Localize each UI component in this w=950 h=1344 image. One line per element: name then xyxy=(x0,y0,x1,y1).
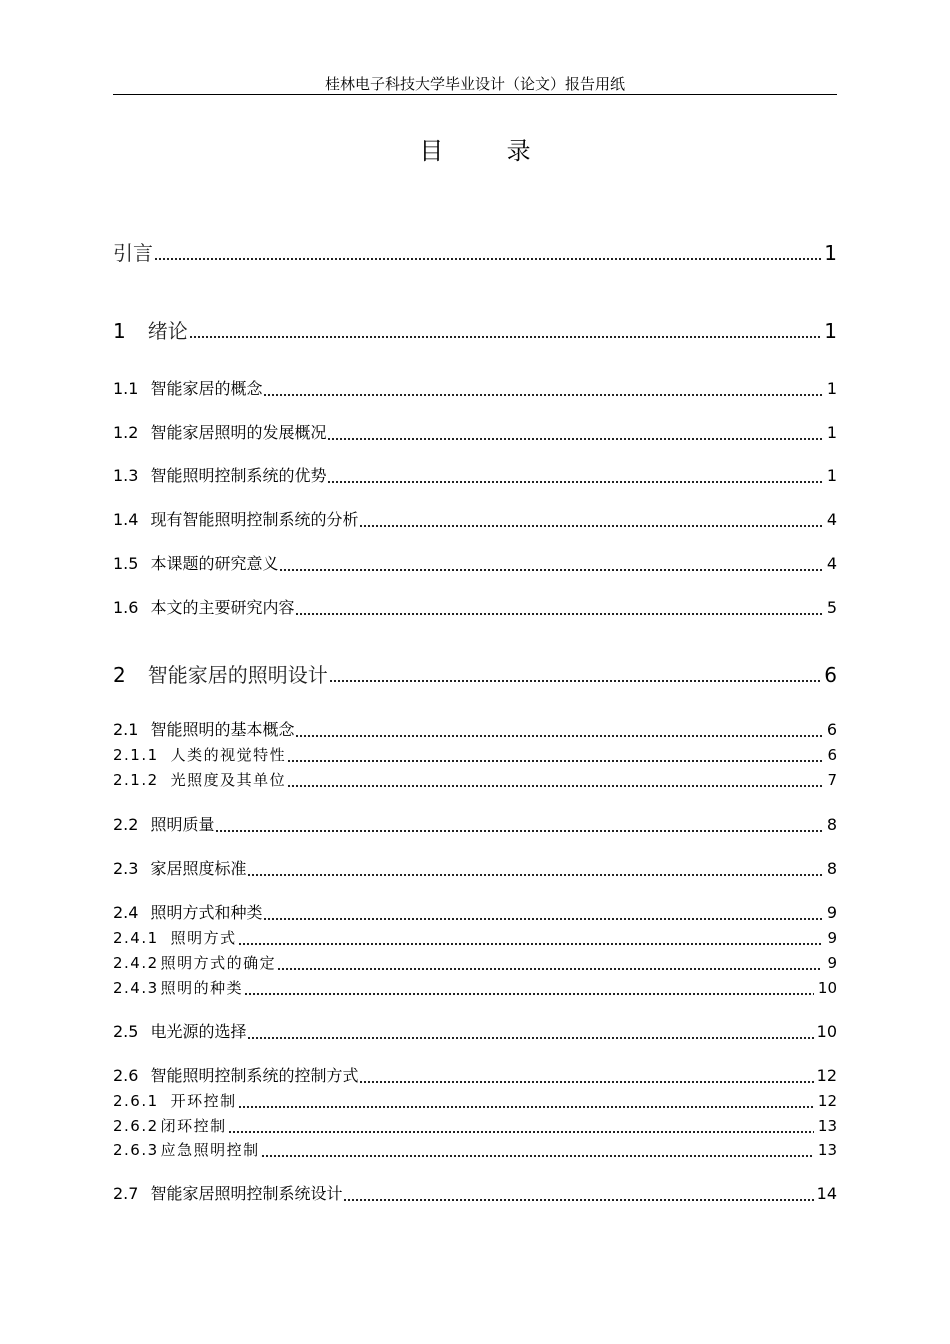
toc-entry-number: 1 xyxy=(113,319,126,343)
toc-entry-2-6[interactable] xyxy=(113,1063,837,1089)
toc-title-char-1: 目 xyxy=(419,137,444,165)
toc-entry-number: 1.6 xyxy=(113,598,139,617)
toc-entry-label: 智能家居的概念 xyxy=(150,379,263,398)
toc-entry-1-2[interactable] xyxy=(113,420,837,446)
toc-page-number: 1 xyxy=(824,319,837,343)
toc-entry-label: 家居照度标准 xyxy=(150,859,247,878)
dot-leader xyxy=(228,1113,814,1139)
toc-entry-2-7[interactable] xyxy=(113,1181,837,1207)
toc-entry-label: 照明方式和种类 xyxy=(150,903,263,922)
toc-page-number: 5 xyxy=(826,598,837,617)
toc-page-number: 1 xyxy=(824,241,837,265)
dot-leader xyxy=(327,420,822,446)
toc-entry-number: 2.1 xyxy=(113,720,139,739)
toc-entry-1-5[interactable] xyxy=(113,551,837,577)
toc-entry-number: 2.2 xyxy=(113,815,139,834)
dot-leader xyxy=(279,551,822,577)
toc-entry-2-3[interactable] xyxy=(113,856,837,882)
toc-entry-label: 绪论 xyxy=(147,319,188,343)
dot-leader xyxy=(343,1181,814,1207)
toc-entry-2-6-2[interactable] xyxy=(113,1113,837,1139)
toc-entry-label: 照明方式 xyxy=(170,929,237,947)
toc-title-char-2: 录 xyxy=(506,137,531,165)
toc-entry-preface[interactable] xyxy=(113,240,837,266)
toc-page-number: 12 xyxy=(817,1092,837,1110)
toc-entry-label: 智能家居照明控制系统设计 xyxy=(150,1184,343,1203)
toc-page-number: 12 xyxy=(816,1066,837,1085)
dot-leader xyxy=(327,463,822,489)
dot-leader xyxy=(359,1063,814,1089)
toc-page-number: 1 xyxy=(826,466,837,485)
toc-page-number: 8 xyxy=(826,859,837,878)
toc-entry-number: 2 xyxy=(113,663,126,687)
toc-page-number: 9 xyxy=(827,929,837,947)
toc-entry-label: 应急照明控制 xyxy=(160,1141,260,1159)
toc-entry-label: 引言 xyxy=(113,241,153,265)
toc-entry-1-6[interactable] xyxy=(113,595,837,621)
toc-entry-number: 2.3 xyxy=(113,859,139,878)
toc-entry-number: 2.4.1 xyxy=(113,929,159,947)
toc-page-number: 13 xyxy=(817,1117,837,1135)
toc-page-number: 9 xyxy=(827,954,837,972)
toc-entry-label: 现有智能照明控制系统的分析 xyxy=(150,510,359,529)
toc-entry-2-5[interactable] xyxy=(113,1019,837,1045)
dot-leader xyxy=(263,376,822,402)
toc-entry-2-6-1[interactable] xyxy=(113,1088,837,1114)
toc-entry-number: 1.3 xyxy=(113,466,139,485)
dot-leader xyxy=(247,856,822,882)
toc-page-number: 9 xyxy=(826,903,837,922)
toc-page-number: 10 xyxy=(816,1022,837,1041)
dot-leader xyxy=(359,507,822,533)
toc-entry-2-4[interactable] xyxy=(113,900,837,926)
toc-entry-2-4-1[interactable] xyxy=(113,925,837,951)
toc-entry-label: 开环控制 xyxy=(170,1092,237,1110)
toc-page-number: 6 xyxy=(827,746,837,764)
dot-leader xyxy=(154,240,822,266)
toc-page-number: 4 xyxy=(826,510,837,529)
toc-entry-number: 2.4.2 xyxy=(113,954,159,972)
toc-entry-1-1[interactable] xyxy=(113,376,837,402)
toc-entry-number: 2.5 xyxy=(113,1022,139,1041)
page-header: 桂林电子科技大学毕业设计（论文）报告用纸 xyxy=(324,75,625,93)
dot-leader xyxy=(263,900,822,926)
toc-entry-number: 2.6 xyxy=(113,1066,139,1085)
toc-entry-number: 1.1 xyxy=(113,379,139,398)
toc-entry-number: 2.7 xyxy=(113,1184,139,1203)
toc-entry-label: 智能照明控制系统的控制方式 xyxy=(150,1066,359,1085)
toc-entry-2-1[interactable] xyxy=(113,717,837,743)
toc-entry-2-1-1[interactable] xyxy=(113,742,837,768)
toc-entry-number: 2.4 xyxy=(113,903,139,922)
toc-entry-chapter-1[interactable] xyxy=(113,318,837,344)
toc-entry-number: 2.1.2 xyxy=(113,771,159,789)
dot-leader xyxy=(261,1137,814,1163)
toc-page-number: 1 xyxy=(826,379,837,398)
toc-entry-number: 1.5 xyxy=(113,554,139,573)
dot-leader xyxy=(287,742,822,768)
dot-leader xyxy=(238,925,822,951)
toc-entry-label: 电光源的选择 xyxy=(150,1022,247,1041)
toc-entry-number: 2.6.2 xyxy=(113,1117,159,1135)
dot-leader xyxy=(238,1088,814,1114)
toc-entry-1-4[interactable] xyxy=(113,507,837,533)
toc-page-number: 8 xyxy=(826,815,837,834)
toc-page-number: 1 xyxy=(826,423,837,442)
toc-entry-number: 2.4.3 xyxy=(113,979,159,997)
dot-leader xyxy=(295,595,822,621)
toc-page-number: 6 xyxy=(824,663,837,687)
dot-leader xyxy=(277,950,822,976)
toc-entry-number: 2.6.1 xyxy=(113,1092,159,1110)
toc-entry-label: 照明质量 xyxy=(150,815,215,834)
toc-entry-1-3[interactable] xyxy=(113,463,837,489)
toc-entry-label: 闭环控制 xyxy=(160,1117,227,1135)
toc-entry-label: 本文的主要研究内容 xyxy=(150,598,295,617)
toc-page-number: 14 xyxy=(816,1184,837,1203)
dot-leader xyxy=(244,975,814,1001)
toc-entry-label: 人类的视觉特性 xyxy=(170,746,287,764)
dot-leader xyxy=(189,318,822,344)
dot-leader xyxy=(215,812,822,838)
toc-entry-2-1-2[interactable] xyxy=(113,767,837,793)
toc-entry-label: 照明方式的确定 xyxy=(160,954,277,972)
toc-entry-2-6-3[interactable] xyxy=(113,1137,837,1163)
toc-page-number: 6 xyxy=(826,720,837,739)
dot-leader xyxy=(329,662,822,688)
toc-page-number: 7 xyxy=(827,771,837,789)
toc-page-number: 13 xyxy=(817,1141,837,1159)
toc-entry-label: 智能照明的基本概念 xyxy=(150,720,295,739)
toc-page-number: 4 xyxy=(826,554,837,573)
dot-leader xyxy=(247,1019,814,1045)
toc-entry-2-4-2[interactable] xyxy=(113,950,837,976)
toc-page-number: 10 xyxy=(817,979,837,997)
dot-leader xyxy=(287,767,822,793)
toc-entry-label: 智能家居照明的发展概况 xyxy=(150,423,327,442)
toc-entry-number: 2.6.3 xyxy=(113,1141,159,1159)
toc-entry-label: 光照度及其单位 xyxy=(170,771,287,789)
toc-entry-2-4-3[interactable] xyxy=(113,975,837,1001)
toc-entry-number: 1.2 xyxy=(113,423,139,442)
toc-entry-label: 智能家居的照明设计 xyxy=(147,663,328,687)
dot-leader xyxy=(295,717,822,743)
toc-entry-label: 照明的种类 xyxy=(160,979,244,997)
toc-entry-label: 智能照明控制系统的优势 xyxy=(150,466,327,485)
toc-entry-number: 2.1.1 xyxy=(113,746,159,764)
toc-entry-number: 1.4 xyxy=(113,510,139,529)
toc-entry-label: 本课题的研究意义 xyxy=(150,554,279,573)
toc-entry-2-2[interactable] xyxy=(113,812,837,838)
toc-entry-chapter-2[interactable] xyxy=(113,662,837,688)
